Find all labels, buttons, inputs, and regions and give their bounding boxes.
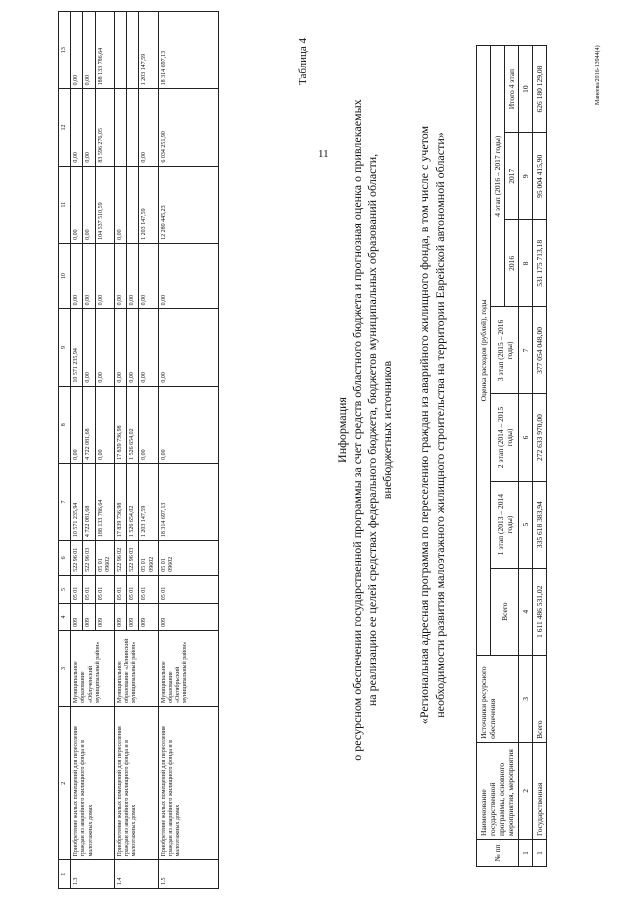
table-cell: 0,00 [71,89,83,166]
header-cell: 10 [59,243,71,308]
table-cell: 10 571 235,94 [71,463,83,540]
table-cell: 104 537 510,59 [95,166,114,243]
table-cell: 0,00 [114,166,126,243]
table-cell: 1 203 147,59 [139,463,158,540]
subtitle-line: «Региональная адресная программа по переселению граждан из аварийного жилищного фонда, в том числе с учетом [417,125,431,725]
table-cell: 1 [519,839,533,866]
row-name: Приобретение жилых помещений для переселения граждан из аварийного жилищного фонда и в малоэтажных домах [158,706,218,859]
table-cell: 12 280 445,23 [158,166,218,243]
table-cell: 0,00 [83,12,95,89]
header-cell: 4 [59,604,71,631]
table-cell: 0,00 [139,243,158,308]
table-cell: 05 01 09602 [95,541,114,576]
page-title [335,35,395,825]
table-cell: 0,00 [127,243,139,308]
table-cell: 4 722 081,68 [83,463,95,540]
header-cell: Наименование государственной программы, основного мероприятия, мероприятия [477,742,519,839]
header-cell: Итого 4 этап [505,46,519,133]
header-cell: 11 [59,166,71,243]
table-cell: 0,00 [139,386,158,463]
table-cell: 3 [519,655,533,742]
header-cell: 2 этап (2014 – 2015 годы) [491,394,519,481]
table-cell: 522 96 01 [71,541,83,576]
program-title [416,35,448,815]
header-cell: 3 [59,630,71,706]
table-cell: 0,00 [95,386,114,463]
table-cell: 05 01 [158,575,218,604]
upper-table-header [59,12,71,889]
table-cell: 1 203 147,59 [139,12,158,89]
table-cell: 009 [83,604,95,631]
table-cell: 0,00 [71,243,83,308]
subtitle-line: необходимости развития малоэтажного жилищного строительства на территории Еврейской автономной области» [433,132,447,718]
table-cell: 0,00 [95,243,114,308]
table-cell: 522 96 03 [83,541,95,576]
header-cell: 2 [59,706,71,859]
row-number: 1.3 [71,860,115,889]
table-cell: 2 [519,742,533,839]
title-line: Информация [335,397,349,463]
header-cell: 12 [59,89,71,166]
header-cell: Всего [491,568,519,655]
header-cell: 13 [59,12,71,89]
table-cell: 531 175 713,18 [533,220,547,307]
table-cell: 335 618 383,94 [533,481,547,568]
table-cell: 0,00 [95,309,114,386]
title-line: о ресурсном обеспечении государственной программы за счет средств областного бюджета и прогнозная оценка о привлекаемых [350,99,364,761]
table-cell: Всего [533,655,547,742]
table-cell: 377 054 048,00 [533,307,547,394]
table-cell: 05 01 [95,575,114,604]
table-cell: 0,00 [158,386,218,463]
table-cell: 1 526 654,02 [127,463,139,540]
header-cell: 8 [59,386,71,463]
table-cell: 009 [139,604,158,631]
table-cell: 0,00 [158,309,218,386]
table-cell: 5 [519,481,533,568]
table-cell: 0,00 [83,243,95,308]
lower-table [476,45,547,867]
table-cell: 1 611 486 531,02 [533,568,547,655]
page-number: 11 [318,148,329,160]
header-cell: 9 [59,309,71,386]
table-cell: 05 01 [127,575,139,604]
table-cell: 188 133 786,64 [95,463,114,540]
table-cell: 4 [519,568,533,655]
table-cell: 95 004 415,90 [533,133,547,220]
table-row [533,46,547,867]
table-cell: 272 633 970,00 [533,394,547,481]
table-cell: 009 [127,604,139,631]
row-recipient: Муниципальное образование «Ленинский муниципальный район» [114,630,158,706]
table-label: Таблица 4 [297,37,309,85]
title-line: на реализацию ее целей средствах федерального бюджета, бюджетов муниципальных образований области, [365,153,379,707]
table-cell: 0,00 [114,309,126,386]
table-cell: 009 [95,604,114,631]
table-cell: 009 [71,604,83,631]
table-cell: 7 [519,307,533,394]
title-line: внебюджетных источников [380,360,394,500]
header-cell: 6 [59,541,71,576]
header-cell: № пп [477,839,519,866]
table-cell: 188 133 786,64 [95,12,114,89]
table-cell: 0,00 [139,89,158,166]
header-cell: 1 [59,860,71,889]
row-number: 1.5 [158,860,218,889]
table-cell [127,89,139,166]
table-cell: 626 180 129,08 [533,46,547,133]
table-cell [127,166,139,243]
table-cell: 9 [519,133,533,220]
row-recipient: Муниципальное образование «Октябрьский муниципальный район» [158,630,218,706]
table-cell: 4 722 081,68 [83,386,95,463]
table-row [158,12,218,889]
row-number: 1.4 [114,860,158,889]
table-cell: 6 034 251,90 [158,89,218,166]
table-cell: 009 [114,604,126,631]
table-cell: Государственная [533,742,547,839]
table-cell: 0,00 [139,309,158,386]
table-cell: 17 839 736,98 [114,386,126,463]
footer-note: Манеева/2016-13944(4) [595,45,601,105]
table-cell: 522 96 03 [127,541,139,576]
table-cell: 05 01 [83,575,95,604]
table-cell [114,89,126,166]
table-cell: 0,00 [83,89,95,166]
upper-table [58,11,219,889]
table-cell: 0,00 [83,309,95,386]
table-cell: 1 [533,839,547,866]
row-name: Приобретение жилых помещений для переселения граждан из аварийного жилищного фонда и в малоэтажных домах [71,706,115,859]
table-cell: 05 01 [114,575,126,604]
table-cell: 0,00 [83,166,95,243]
table-row [114,12,126,889]
table-cell: 009 [158,604,218,631]
table-cell: 1 203 147,59 [139,166,158,243]
table-cell: 10 571 235,94 [71,309,83,386]
table-cell: 18 314 697,13 [158,12,218,89]
header-cell: 7 [59,463,71,540]
table-cell: 05 01 09602 [139,541,158,576]
table-cell [114,12,126,89]
lower-number-row [519,46,533,867]
table-cell [127,12,139,89]
table-cell: 1 526 654,02 [127,386,139,463]
header-cell: 4 этап (2016 – 2017 годы) [491,46,505,307]
header-cell: Оценка расходов (рублей), годы [477,46,491,656]
lower-header-row [477,46,491,867]
table-cell: 18 314 697,13 [158,463,218,540]
header-cell: 2017 [505,133,519,220]
table-cell: 8 [519,220,533,307]
header-cell: 5 [59,575,71,604]
row-recipient: Муниципальное образование «Облученский муниципальный район» [71,630,115,706]
table-cell: 0,00 [114,243,126,308]
table-cell: 0,00 [158,243,218,308]
table-cell: 05 01 [71,575,83,604]
table-cell: 05 01 [139,575,158,604]
table-cell: 83 596 276,05 [95,89,114,166]
table-cell: 10 [519,46,533,133]
table-cell: 0,00 [71,386,83,463]
table-cell: 522 96 02 [114,541,126,576]
header-cell: 3 этап (2015 – 2016 годы) [491,307,519,394]
table-cell: 6 [519,394,533,481]
header-cell: 1 этап (2013 – 2014 годы) [491,481,519,568]
header-cell: Источники ресурсного обеспечения [477,655,519,742]
row-name: Приобретение жилых помещений для переселения граждан из аварийного жилищного фонда и в малоэтажных домах [114,706,158,859]
table-cell: 17 839 736,98 [114,463,126,540]
header-cell: 2016 [505,220,519,307]
table-cell: 0,00 [71,166,83,243]
table-row [71,12,83,889]
table-cell: 0,00 [71,12,83,89]
table-cell: 05 01 09602 [158,541,218,576]
table-cell: 0,00 [127,309,139,386]
